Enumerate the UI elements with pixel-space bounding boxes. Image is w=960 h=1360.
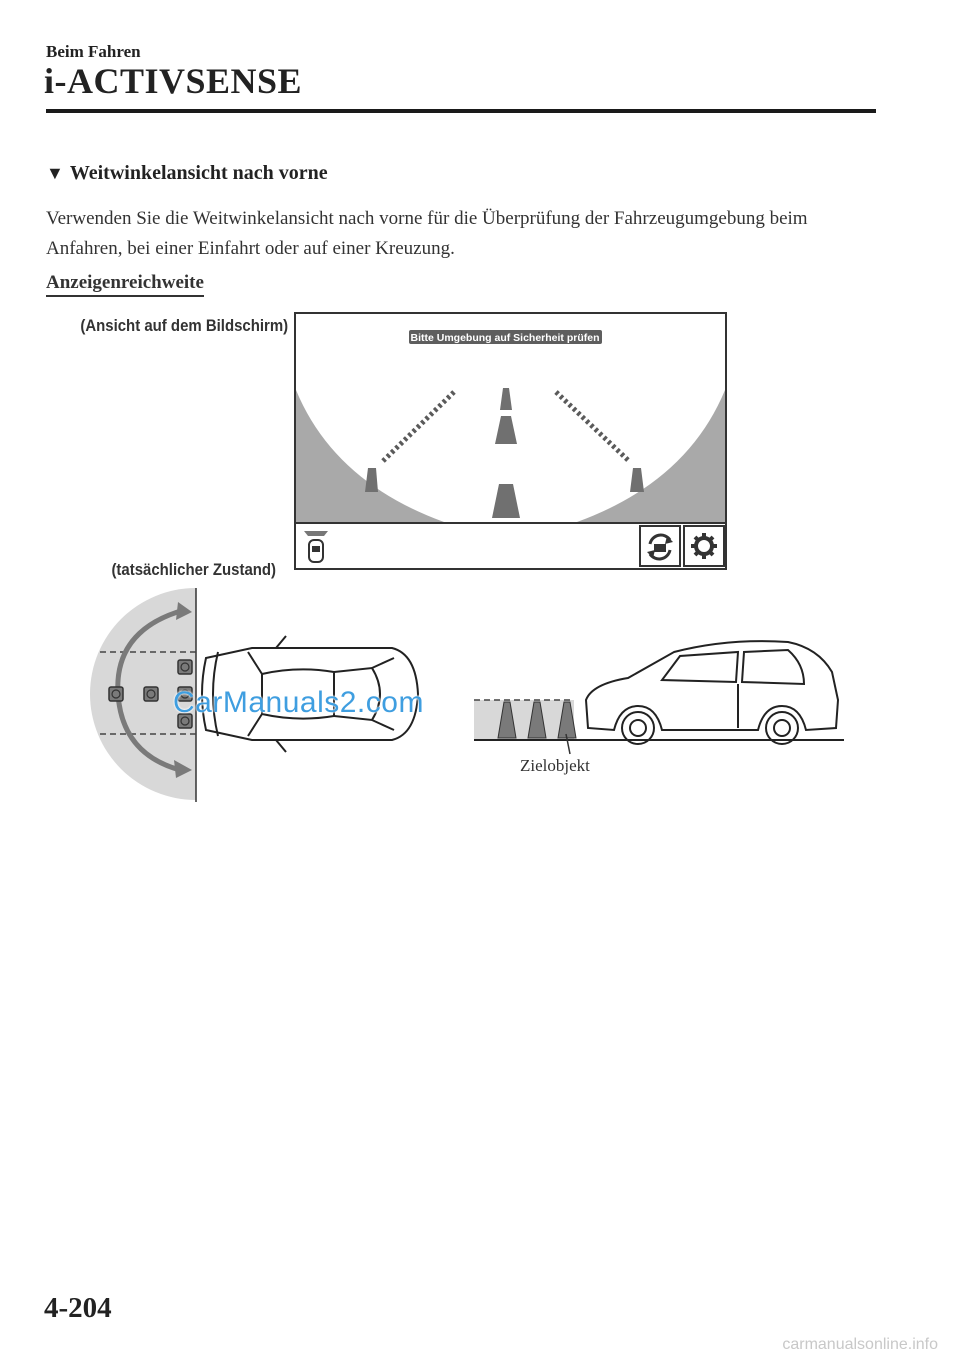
- subheading-text: Weitwinkelansicht nach vorne: [69, 162, 328, 184]
- range-heading: Anzeigenreichweite: [46, 272, 204, 297]
- header-rule: [46, 109, 876, 113]
- page-number: 4-204: [44, 1292, 112, 1324]
- triangle-marker-icon: ▼: [46, 163, 64, 183]
- subheading: [46, 162, 328, 185]
- actual-caption: (tatsächlicher Zustand): [111, 560, 276, 579]
- car-side-view: [586, 641, 838, 744]
- side-view-cones: [498, 702, 576, 738]
- section-title: i-ACTIVSENSE: [44, 61, 303, 101]
- settings-button[interactable]: [684, 526, 724, 566]
- screen-view-illustration: [294, 312, 728, 572]
- target-object-label: Zielobjekt: [520, 756, 590, 775]
- watermark-text: CarManuals2.com: [173, 686, 424, 719]
- chapter-label: Beim Fahren: [46, 42, 141, 61]
- intro-paragraph: Verwenden Sie die Weitwinkelansicht nach vorne für die Überprüfung der Fahrzeugumgebung beim Anfahren, bei einer Einfahrt oder auf einer Kreuzung.: [46, 208, 808, 259]
- screen-caption: (Ansicht auf dem Bildschirm): [80, 316, 288, 335]
- footer-watermark: carmanualsonline.info: [782, 1336, 938, 1353]
- screen-banner-text: Bitte Umgebung auf Sicherheit prüfen: [410, 332, 600, 344]
